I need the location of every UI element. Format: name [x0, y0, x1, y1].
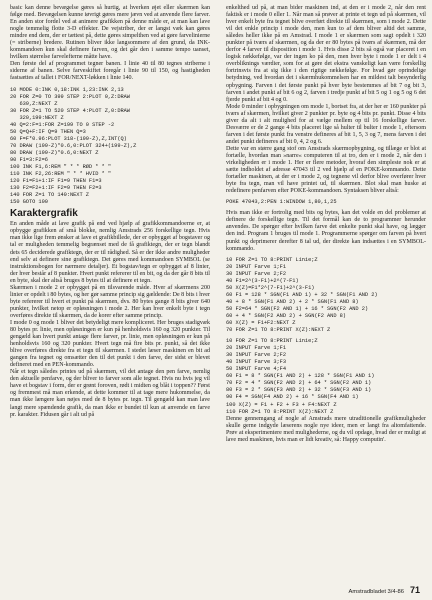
code-line: 80 F3 = 2 * SGN(F3 AND 2) + 32 * SGN(F3 AND 1) [226, 387, 372, 394]
code-line: 60 + 4 * SGN(F2 AND 2) + SGN(F2 AND 8) [226, 312, 346, 319]
code-line: POKE 47043,2:PEN 1:WINDOW 1,80,1,25 [226, 199, 337, 206]
code-line: 40 INPUT Farve 3;F3 [226, 359, 286, 366]
body-paragraph: Dette var en større gang stof om Amstrads skærmopbygning, og tillæge er blot at fortælle, hvordan man »narre« computeren til at tro, den er i mode 2, når den i virkeligheden er i mode 1. Her er flere metoder, hvoraf den simpleste nok er at sætte indholdet af adresse 47043 til 2 ved hjælp af en POKE-kommando. Dette fortæller maskinen, at der er i mode 2, og tegnene vil derfor blive overfører hver byte fra tegn, man vil have printet ud, til skærmen. Blot skal man huske at redefinere penfarven efter POKE-kommandoen. Syntaksen bliver altså: [226, 145, 426, 195]
code-line: 10 MODE 0:INK 0,18:INK 1,23:INK 2,13 [10, 86, 124, 93]
code-line: 50 F2=64 * SGN(F2 AND 1) + 16 * SGN(F2 AND 2) [226, 305, 369, 312]
code-line: 20 FOR Z=0 TO 399 STEP 2:PLOT 0,Z:DRAW [10, 93, 130, 100]
code-line: 110 FOR Z=1 TO 8:PRINT X(Z):NEXT Z [226, 408, 334, 415]
code-line: 10 FOR Z=1 TO 8:PRINT Linie;Z [226, 338, 318, 345]
body-paragraph: Skærmen i mode 2 er opbygget på en tilsvarende måde. Hver af skærmens 200 linier er opdelt i 80 bytes, og her gør samme princip sig gældende: De 8 bits i hver byte refererer til hvert et punkt på skærmen, dvs. 80 bytes gange 8 bits giver 640 punkter, hvilket netop er opløsningen i mode 2. Her kan hver enkelt byte i tegn overføres direkte til skærmen, da de korer efter samme princip. [10, 284, 210, 319]
code-line: 70 F2 = 4 * SGN(F2 AND 2) + 64 * SGN(F2 AND 1) [226, 380, 372, 387]
code-line: 40 + 8 * SGN(F1 AND 2) + 2 * SGN(F1 AND 8) [226, 298, 359, 305]
code-line: 20 INPUT Farve 1;F1 [226, 263, 286, 270]
code-line: 50 Q=Q+F:IF Q=9 THEN Q=3 [10, 128, 86, 135]
code-line: 60 F1 = 8 * SGN(F1 AND 2) + 128 * SGN(F1 AND 1) [226, 373, 375, 380]
code-line: 90 F1=3:F2=6 [10, 156, 48, 163]
code-listing-1 [10, 87, 210, 207]
intro-paragraph: basic kan denne bevægelse gøres så hurtig, at hverken øjet eller skærmen kan følge med. Bevægelsen kunne iøvrigt gøres mere jævn ved at anvende flere farver. En anden stor fordel ved at animere grafikken på denne måde er, at man kan lave nogle temmelig flotte 3-D effekter. De vejstriber, der er langst væk kan gøres mindre end dem, der er tættest på, dette gøres simpelthen ved at gøre farvelinierne (= striberne) bredere. Rutinen bliver ikke langsommere af den grund, da INK-kommandoen kun skal definere farven, og det går den i samme tempo uanset, hvilken størrelse farvelefterne måtte have. [10, 5, 210, 61]
code-line: 60 X(Z) = F1+F2:NEXT Z [226, 320, 296, 327]
page-footer [349, 586, 420, 596]
body-paragraph: I mode 0 og mode 1 bliver det betydeligt mere kompliceret. Her bruges stadigvæk 80 bytes pr. linie, men opløsningen er kun på henholdsvis 160 og 320 punkter. Til gengæld kan hvert punkt antage flere farver, pr. linie, men opløsningen er kun på henholdsvis 160 og 320 punkter. Hvert tegn må fire bits pr. punkt, så det ikke blive overføres direkte fra et tegn til skærmen. I stedet læser maskinen en bit ad gangen fra tegnet og omsætter den til det punkt i den farve, der sidst er blevet defineret med en PEN-kommando. [10, 319, 210, 369]
code-line: 80 DRAW (199-Z)*0.6,0:NEXT Z [10, 149, 99, 156]
right-column [226, 5, 426, 444]
code-line: 100 INK F1,6:REM " * * RØD * * " [10, 164, 112, 171]
body-paragraph: Når et tegn således printes ud på skærmen, vil det antage den pen farve, nemlig den aktuelle penfarve, og der bliver to farver som alle tegnet. Hvis nu hvis jeg vil have et bogstav i form, der er grønt foroven, rødt i midten og blåt i toppen?? Først og fremmest må man erkende, at dette kommer til at tage mere hukommelse, da man ikke længere kan nøjes med de 8 bytes pr. tegn. Til gengæld kan man lave langt mere spændende grafik, da man ikke er bundet til kun at anvende en farve pr. karakter. Fidusen går i alt ud på [10, 369, 210, 418]
code-line: 140 FOR Z=1 TO 140:NEXT Z [10, 192, 89, 199]
left-column [10, 5, 210, 419]
code-listing-2 [226, 199, 426, 206]
body-paragraph: enkelthed ud på, at man bider maskinen ind, at den er i mode 2, når den rent faktisk er i mode 0 eller 1. Når man så prøver at printe et tegn ud på skærmen, vil hver enkelt byte fra tegnet blive overført direkte til skærmen, som i mode 2. Dette vil det enkle princip i mode den, men kun to af dem bliver altid det samme, således heller ikke på en Amstrad. I mode 1 er skærmen som sagt opdelt i 320 punkter på tværs af skærmen, og da der er 80 bytes på tværs af skærmen, må der derfor 4 farver til disposition i mode 1. Hvis disse 2 bits så også var placeret i en logisk rækkefølge, var der ingen ko på den, men hver byte i mode 1 er delt i 4 overbliknings værdier, som for at gøre det ekstra vanskeligt kan være forskellig fortrinsvis fra at sig ikke i den rigtige rækkefølge. For hvad gør oprindelige betydning, ved hvordan det i skærmhukommelsen har en mildest talt besynderlig opbygning. Farven i det første punkt på hver byte bestemmes af bit 7 og bit 3, farven i andet punkt af bit 6 og 2, farven i tredje punkt af bit 5 og 1 og 5 og 6 det fjerde punkt af bit 4 og 0. [226, 5, 426, 103]
code-line: 20 INPUT Farve 1;F1 [226, 345, 286, 352]
code-line: 150 GOTO 100 [10, 199, 48, 206]
body-paragraph: En anden måde at lave grafik på end ved hjælp af grafikkommandoerne er, at opbygge grafikken af små blokke, nemlig Amstrads 256 forskellige tegn. Hvis man ikke lige frem ønsker at lave et grafikbillede, der er opbygget af bogstaver og tal er muligheden temmelig begrænset med de få grafiktegn, der er tegn blandt dets 65 deciderede grafiktegn, der er til rådighed. Så er der ikke andre muligheder end selv at definere sine grafiktegn. Det gøres med kommandoen SYMBOL (se instruktionsbogen for nærmere detaljer). Et bogstav/tegn er opbygget af 8 linier, der hver består af 8 punkter. Hvert punkt refererer til en bit, og da der går 8 bits til en byte, skal der altså bruges 8 bytes til at definere et tegn. [10, 221, 210, 284]
code-listing-3 [226, 257, 426, 335]
magazine-name: Amstradbladet 3/4-86 [348, 589, 404, 595]
code-line: 60 F1 = 128 * SGN(F1 AND 1) + 32 * SGN(F1 AND 2) [226, 291, 378, 298]
code-line: 50 X(Z)=F1*2^(7-F1)+2^(3-F1) [226, 284, 315, 291]
code-line: 40 F1=2^(3-F1)+2^(7-F1) [226, 277, 299, 284]
code-line: 120 F1=F1+1:IF F1=9 THEN F1=3 [10, 178, 102, 185]
page-number: 71 [409, 585, 420, 595]
code-line: 70 DRAW (199-Z)*0.6,0:PLOT 324+(199-Z),Z [10, 142, 137, 149]
code-line: 110 INK F2,26:REM " * * HVID * " [10, 171, 112, 178]
code-line: 639,Z:NEXT Z [10, 100, 58, 107]
body-paragraph: Denne gennemgang af nogle af Amstrads mere utraditionelle grafikmuligheder skulle gerne indgyde læserens nogle nye ideer, men er langt fra altomfattende. Prøv at eksperimentere med mulighederne, og du vil opdage, hvad der er muligt at lave med maskinen, hvis man er lidt kreativ, så: Happy computin'. [226, 415, 426, 443]
code-listing-4 [226, 338, 426, 416]
second-paragraph: Den første del af programmet tegner banen. I linie 40 til 80 tegnes striberne i siderne af banen. Selve farveskiftet foregår i linie 90 til 150, og hastigheden fastsættes af tallet i FOR/NEXT-løkken i linie 140. [10, 61, 210, 82]
code-line: 30 INPUT Farve 2;F2 [226, 352, 286, 359]
code-line: 70 FOR Z=1 TO 8:PRINT X(Z):NEXT Z [226, 327, 331, 334]
section-heading: Karaktergrafik [10, 208, 78, 220]
code-line: 60 F=F*0.96:PLOT 318-(199-Z),Z,INT(Q) [10, 135, 127, 142]
code-line: 30 FOR Z=1 TO 520 STEP 4:PLOT Z,0:DRAW [10, 107, 130, 114]
code-line: 130 F2=F2+1:IF F2=9 THEN F2=3 [10, 185, 102, 192]
code-line: 90 F4 = SGN(F4 AND 2) + 16 * SGN(F4 AND 1) [226, 394, 359, 401]
code-line: 10 FOR Z=1 TO 8:PRINT Linie;Z [226, 256, 318, 263]
body-paragraph: Mode 0 minder i opbygningen om mode 1, bortset fra, at der her er 160 punkter på tværs af skærmen, hvilket giver 2 punkter pr. byte og 4 bits pr. punkt. Disse 4 bits giver da alt i alt mulighed for at vælge mellem op til 16 forskellige farver. Desværre er de 2 gange 4 bits placeret lige så hulter til bulter i mode 1, eftersom farven i det første punkt fra venstre defineres af bit 1, 5, 3 og 7, mens farven i det andet punkt defineres af bit 0, 4, 2 og 6. [226, 103, 426, 145]
code-line: 50 INPUT Farve 4;F4 [226, 366, 286, 373]
code-line: 40 Q=2:F=1:FOR Z=199 TO 0 STEP -2 [10, 121, 115, 128]
code-line: 320,199:NEXT Z [10, 114, 64, 121]
body-paragraph: Hvis man ikke er fortrolig med bits og bytes, kan det volde en del problemer at definere de forskellige tegn. Til det formål kan de to programmer herunder anvendes. De spørger efter hvilken farve det enkelte punkt skal have, og lægger den ind. Program 1 bruges til mode 1. Programmerne spørger om farven på hvert punkt og deprimerer derefter 8 tal ud, der direkte kan indsættes i en SYMBOL-kommando. [226, 210, 426, 252]
code-line: 30 INPUT Farve 2;F2 [226, 270, 286, 277]
code-line: 100 X(Z) = F1 + F2 + F3 + F4:NEXT Z [226, 401, 337, 408]
